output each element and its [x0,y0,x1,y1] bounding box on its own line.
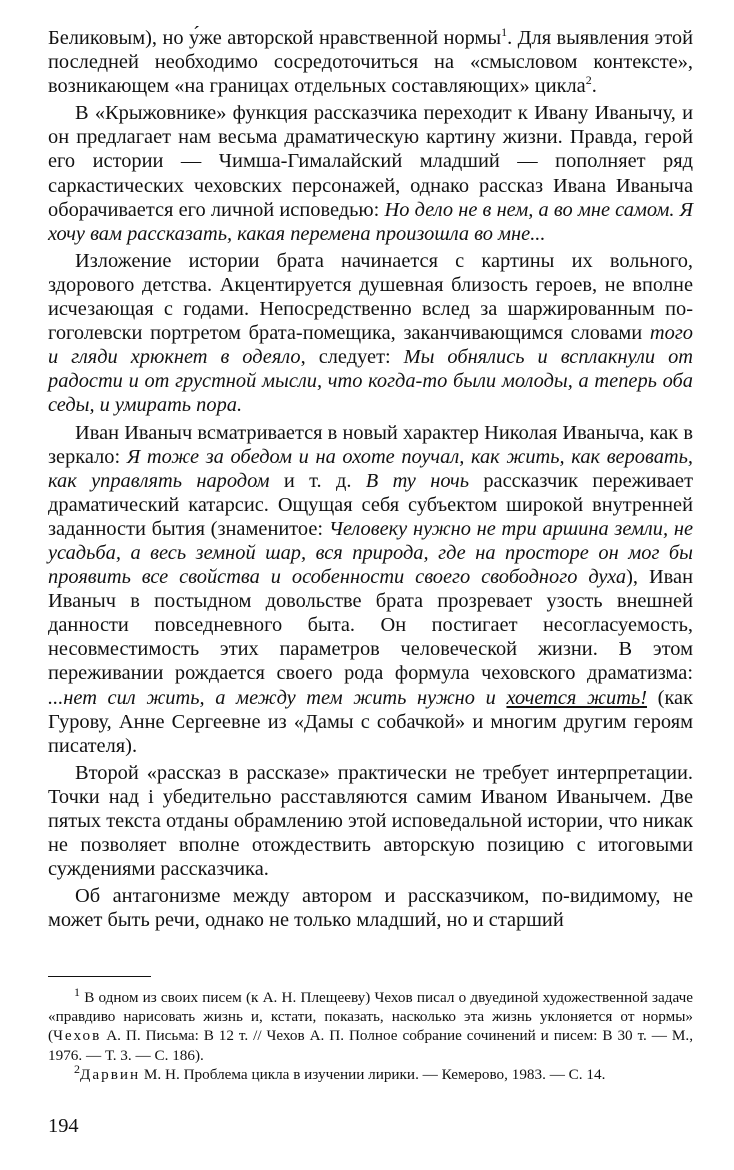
footnote-1 [48,984,693,1065]
p4-quote-4-text: ...нет сил жить, а между тем жить нужно и [48,686,507,709]
footnote-ref-1[interactable]: 1 [501,25,508,40]
footnote-2 [48,1061,693,1084]
p2-text: В «Крыжовнике» функция рассказчика переходит к Ивану Иванычу, и он предлагает нам весьма драматическую картину жизни. Правда, герой его истории — Чимша-Гималайский младший — пополняет ряд саркастических чеховских персонажей, однако рассказ Ивана Иваныча оборачивается его личной исповедью: [48,102,693,221]
paragraph-3 [48,249,693,418]
page-number: 194 [48,1115,79,1137]
p4-quote-3: Человеку нужно не три аршина земли, не усадьба, а весь земной шар, вся природа, где на просторе он мог бы проявить все свойства и особенности своего свободного духа [48,517,694,589]
main-text [48,26,693,932]
p2-quote: Но дело не в нем, а во мне самом. Я хочу вам рассказать, какая перемена произошла во мне... [48,198,693,245]
paragraph-1 [48,26,693,98]
paragraph-6: Об антагонизме между автором и рассказчиком, по-видимому, не может быть речи, однако не только младший, но и старший [48,885,693,932]
p4-text-a: Иван Иваныч всматривается в новый характер Николая Иваныча, как в зеркало: [48,421,693,468]
footnotes [48,984,693,1084]
p1-text-c: . [591,75,597,98]
footnote-1-author: Чехов [53,1027,102,1045]
p3-text-b: , следует: [300,346,404,369]
p4-quote-1: Я тоже за обедом и на охоте поучал, как жить, как веровать, как управлять народом [48,445,694,492]
p4-quote-2: В ту ночь [365,469,469,492]
p1-text-a: Беликовым), но у́же авторской нравственной нормы [48,27,502,49]
footnote-1-text-a: В одном из своих писем (к А. Н. Плещееву) Чехов писал о двуединой художественной задаче «правдиво нарисовать жизнь и, кстати, показать, насколько эта жизнь уклоняется от нормы» ( [48,989,693,1045]
footnote-2-text: М. Н. Проблема цикла в изучении лирики. — Кемерово, 1983. — С. 14. [140,1065,606,1083]
p3-text-a: Изложение истории брата начинается с картины их вольного, здорового детства. Акцентируется душевная близость героев, не вполне исчезающая с годами. Непосредственно вслед за шаржированным по-гоголевски портретом брата-помещика, заканчивающимся словами [48,249,693,345]
paragraph-5: Второй «рассказ в рассказе» практически не требует интерпретации. Точки над i убедительно расставляются самим Иваном Иванычем. Две пятых текста отданы обрамлению этой исповедальной истории, что никак не позволяет вполне отождествить авторскую позицию с итоговыми суждениями рассказчика. [48,761,693,881]
paragraph-4 [48,421,693,758]
footnote-ref-2[interactable]: 2 [585,73,592,88]
p4-underlined-quote: хочется жить! [506,686,648,709]
book-page [48,25,694,1137]
footnote-2-mark: 2 [74,1061,80,1076]
p3-quote-1: того и гляди хрюкнет в одеяло [48,322,693,369]
paragraph-2 [48,101,693,246]
footnote-divider [48,976,151,977]
p4-text-d: ), Иван Иваныч в постыдном довольстве брата прозревает узость внешней данности повседневного быта. Он постигает несогласуемость, несовместимость этих параметров человеческой жизни. В этом переживании рождается своего рода формула чеховского драматизма: [48,566,693,685]
p4-text-e: (как Гурову, Анне Сергеевне из «Дамы с собачкой» и многим другим героям писателя). [48,686,693,757]
p4-quote-4 [48,687,647,709]
footnote-2-author: Дарвин [80,1065,141,1083]
p4-text-c: рассказчик переживает драматический катарсис. Ощущая себя субъектом широкой внутренней заданности бытия (знаменитое: [48,469,693,540]
p3-quote-2: Мы обнялись и всплакнули от радости и от грустной мысли, что когда-то были молоды, а теперь оба седы, и умирать пора. [48,346,694,417]
footnote-1-mark: 1 [74,984,80,999]
p4-text-b: и т. д. [269,469,366,492]
p1-text-b: . Для выявления этой последней необходимо сосредоточиться на «смысловом контексте», возникающем «на границах отдельных составляющих» цикла [48,27,693,98]
footnote-1-text-b: А. П. Письма: В 12 т. // Чехов А. П. Полное собрание сочинений и писем: В 30 т. — М., 1976. — Т. 3. — С. 186). [48,1027,693,1064]
